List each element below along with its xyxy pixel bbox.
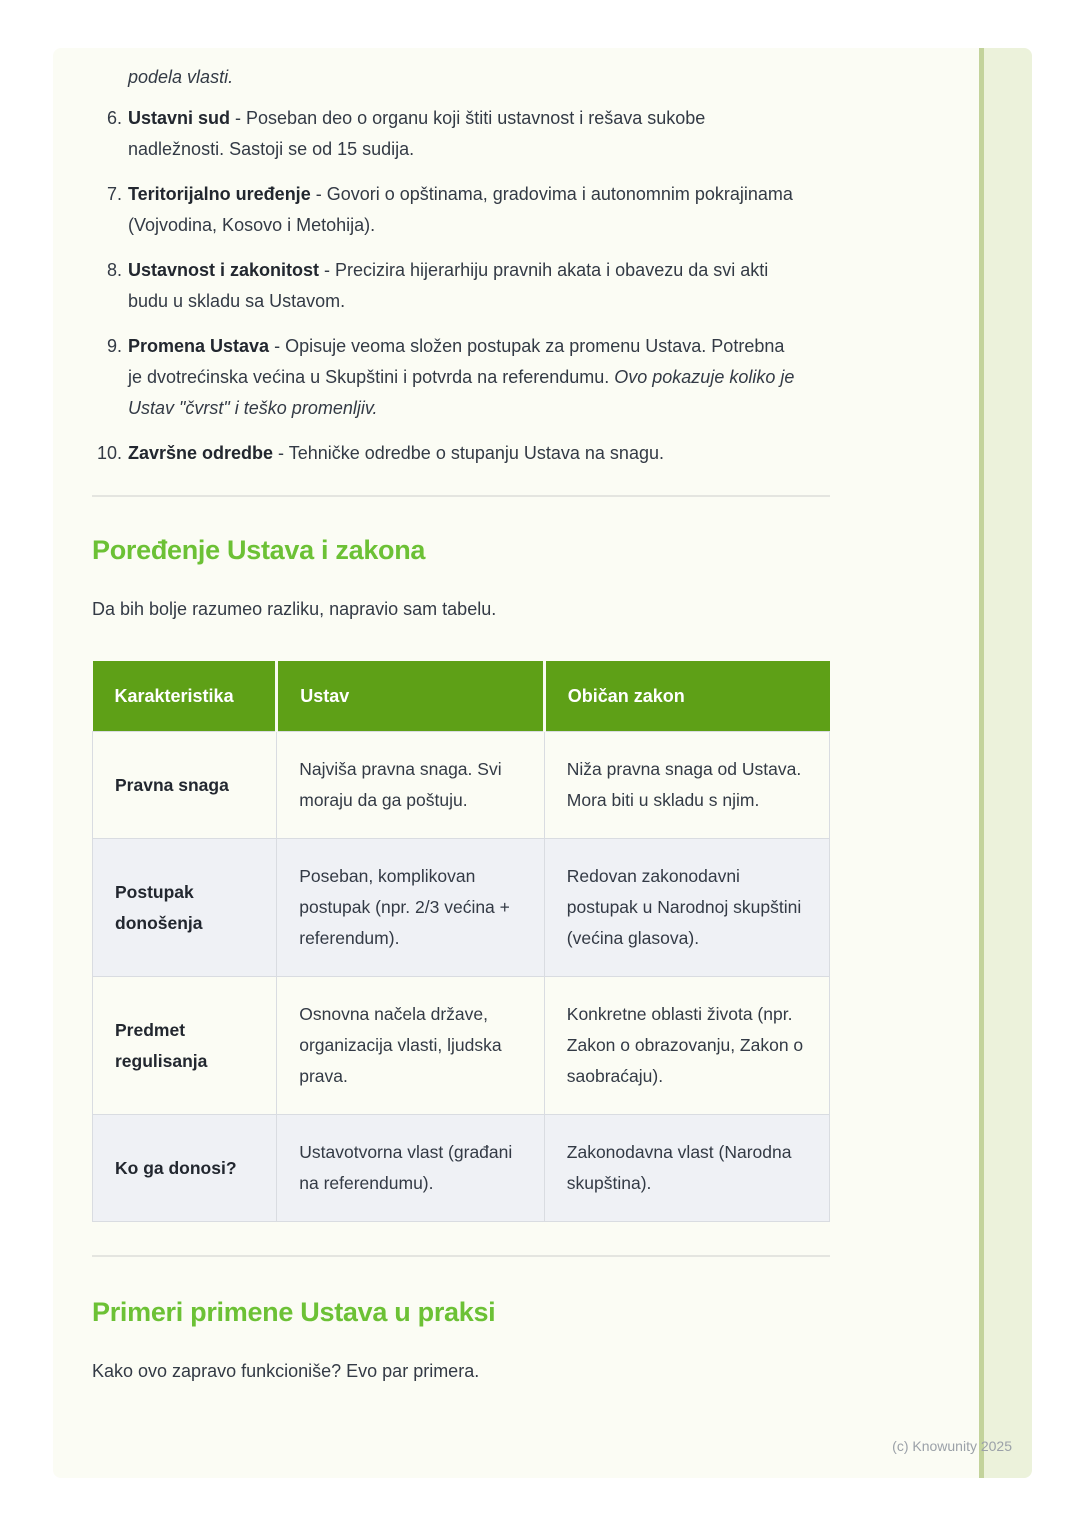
item-separator: - xyxy=(230,108,247,128)
zakon-cell: Zakonodavna vlast (Narodna skupština). xyxy=(544,1115,829,1222)
list-continuation-text: podela vlasti. xyxy=(128,67,234,87)
table-row xyxy=(93,1115,830,1222)
item-term: Promena Ustava xyxy=(128,336,270,356)
item-text: Precizira hijerarhiju pravnih akata i obavezu da svi akti budu u skladu sa Ustavom. xyxy=(128,260,769,311)
table-row xyxy=(93,977,830,1115)
item-separator: - xyxy=(269,336,286,356)
item-text: Govori o opštinama, gradovima i autonomnim pokrajinama (Vojvodina, Kosovo i Metohija). xyxy=(128,184,793,235)
item-number: 7. xyxy=(106,184,122,204)
ordered-list xyxy=(92,103,830,469)
ustav-cell: Osnovna načela države, organizacija vlasti, ljudska prava. xyxy=(277,977,545,1115)
item-italic-note: Ovo pokazuje koliko je Ustav "čvrst" i teško promenljiv. xyxy=(128,367,795,418)
ustav-cell: Poseban, komplikovan postupak (npr. 2/3 većina + referendum). xyxy=(277,839,545,977)
item-term: Završne odredbe xyxy=(128,443,274,463)
zakon-cell: Redovan zakonodavni postupak u Narodnoj skupštini (većina glasova). xyxy=(544,839,829,977)
list-item xyxy=(92,331,830,424)
item-number: 9. xyxy=(106,336,122,356)
item-term: Ustavni sud xyxy=(128,108,231,128)
item-number: 8. xyxy=(106,260,122,280)
comparison-table-header xyxy=(93,661,830,732)
zakon-cell: Konkretne oblasti života (npr. Zakon o obrazovanju, Zakon o saobraćaju). xyxy=(544,977,829,1115)
item-body xyxy=(128,103,830,165)
item-separator: - xyxy=(319,260,336,280)
item-text: Tehničke odredbe o stupanju Ustava na snagu. xyxy=(288,443,664,463)
row-label-cell: Postupak donošenja xyxy=(93,839,277,977)
table-row xyxy=(93,839,830,977)
item-text: Poseban deo o organu koji štiti ustavnost i rešava sukobe nadležnosti. Sastoji se od 15 sudija. xyxy=(128,108,706,159)
ustav-cell: Ustavotvorna vlast (građani na referendumu). xyxy=(277,1115,545,1222)
header-cell-karakteristika: Karakteristika xyxy=(93,661,277,732)
item-term: Teritorijalno uređenje xyxy=(128,184,311,204)
table-row xyxy=(93,732,830,839)
list-item xyxy=(92,438,830,469)
comparison-intro-paragraph: Da bih bolje razumeo razliku, napravio sam tabelu. xyxy=(92,599,497,619)
copyright-text: (c) Knowunity 2025 xyxy=(892,1438,1012,1454)
row-label-cell: Ko ga donosi? xyxy=(93,1115,277,1222)
item-separator: - xyxy=(273,443,289,463)
zakon-cell: Niža pravna snaga od Ustava. Mora biti u skladu s njim. xyxy=(544,732,829,839)
page-content xyxy=(92,62,830,1387)
list-item xyxy=(92,103,830,165)
item-body xyxy=(128,438,830,469)
page-card xyxy=(53,48,1032,1478)
row-label-cell: Predmet regulisanja xyxy=(93,977,277,1115)
list-item xyxy=(92,179,830,241)
item-text: Opisuje veoma složen postupak za promenu Ustava. Potrebna je dvotrećinska većina u Skupštini i potvrda na referendumu. xyxy=(128,336,785,387)
item-term: Ustavnost i zakonitost xyxy=(128,260,320,280)
header-cell-obican-zakon: Običan zakon xyxy=(544,661,829,732)
item-body xyxy=(128,255,830,317)
item-number: 10. xyxy=(96,443,122,463)
header-cell-ustav: Ustav xyxy=(277,661,545,732)
page-edge-accent-strip xyxy=(979,48,1032,1478)
ustav-cell: Najviša pravna snaga. Svi moraju da ga poštuju. xyxy=(277,732,545,839)
row-label-cell: Pravna snaga xyxy=(93,732,277,839)
section-divider xyxy=(92,1255,830,1257)
comparison-table xyxy=(92,661,830,1222)
comparison-table-body xyxy=(93,732,830,1222)
item-separator: - xyxy=(310,184,327,204)
item-body xyxy=(128,331,830,424)
section-heading-examples: Primeri primene Ustava u praksi xyxy=(92,1297,496,1327)
list-item xyxy=(92,255,830,317)
section-divider xyxy=(92,495,830,497)
item-number: 6. xyxy=(106,108,122,128)
section-heading-comparison: Poređenje Ustava i zakona xyxy=(92,535,426,565)
examples-intro-paragraph: Kako ovo zapravo funkcioniše? Evo par primera. xyxy=(92,1361,480,1381)
item-body xyxy=(128,179,830,241)
